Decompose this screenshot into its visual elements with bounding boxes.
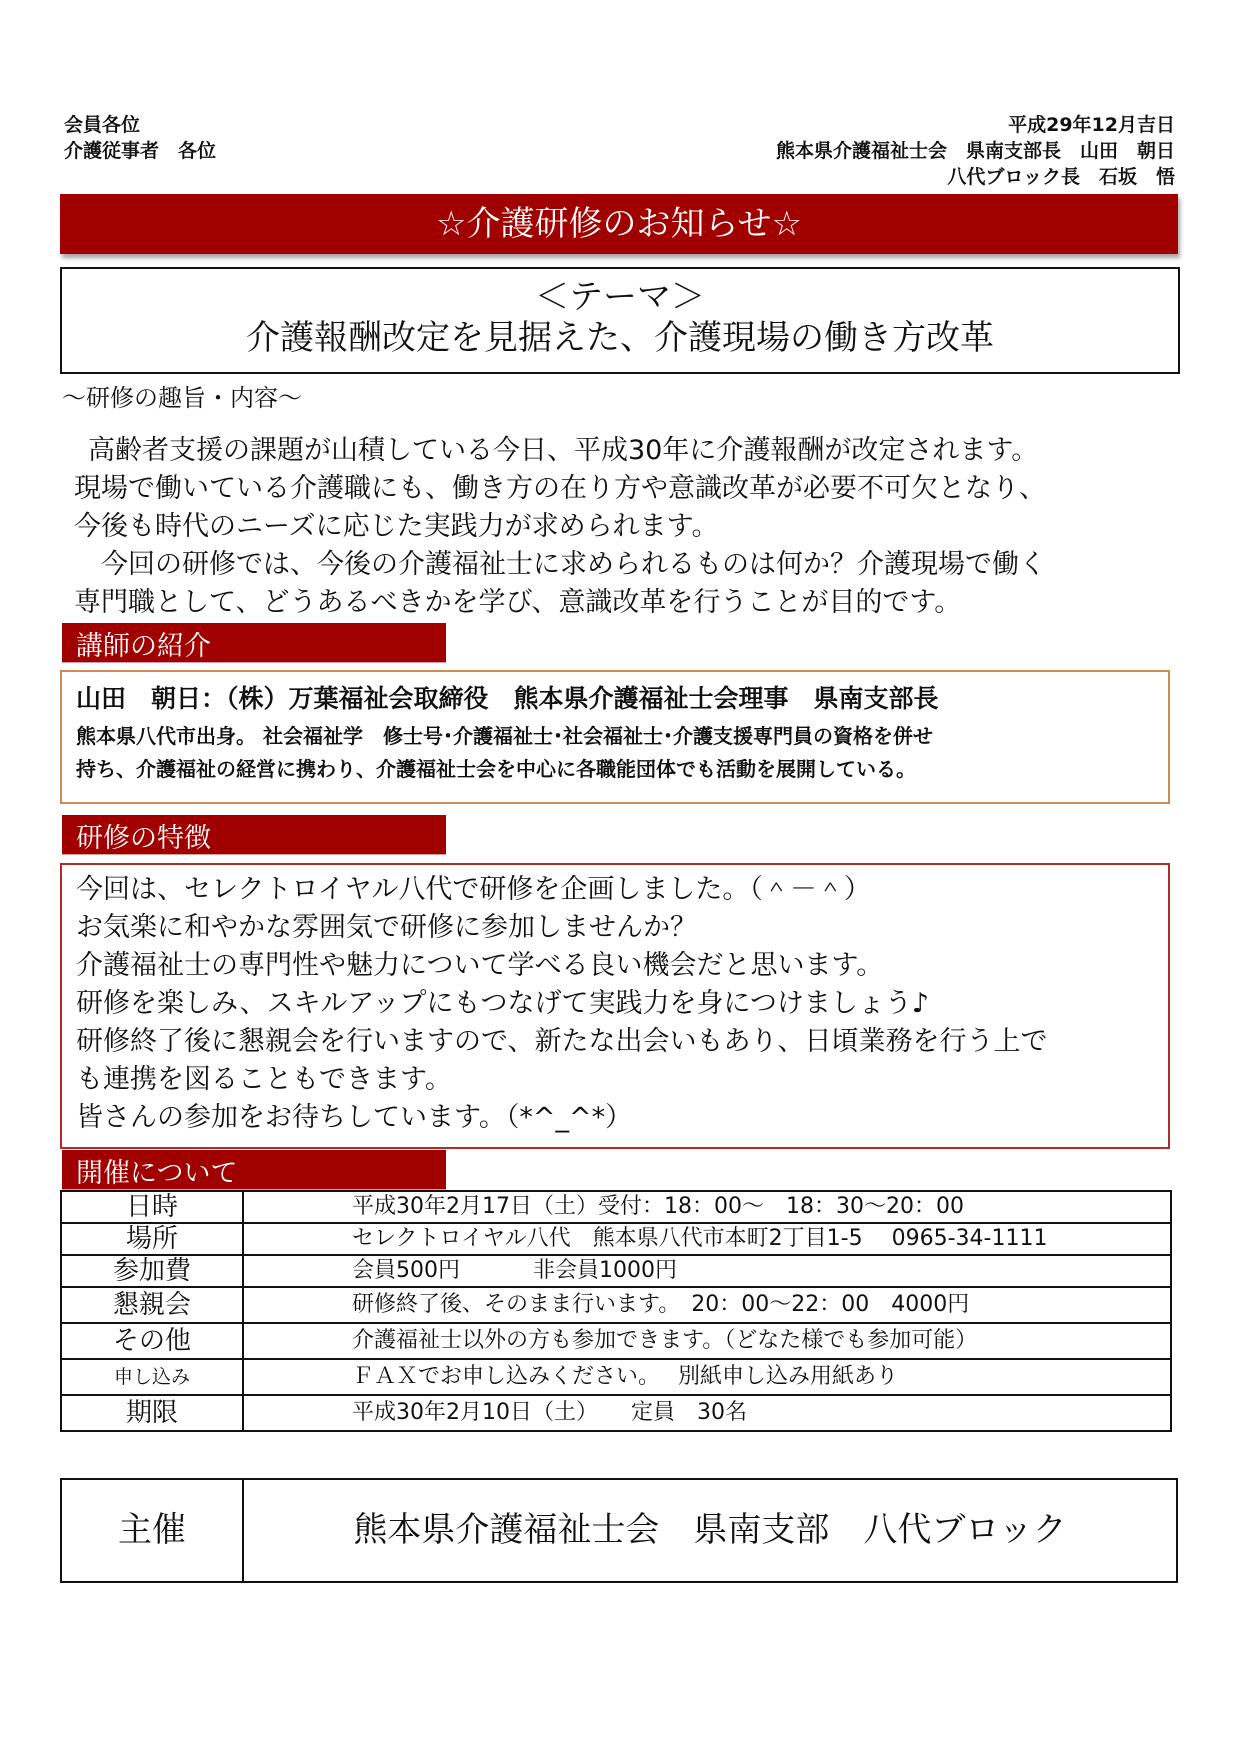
row-key: 期限 [61,1395,243,1431]
host-box [60,1478,1178,1583]
recipients [64,112,216,164]
feature-line: お気楽に和やかな雰囲気で研修に参加しませんか？ [76,912,697,943]
purpose-line: 高齢者支援の課題が山積している今日、平成30年に介護報酬が改定されます。 [88,435,1039,466]
host-label: 主催 [62,1480,244,1581]
bio-line: 持ち、介護福祉の経営に携わり、介護福祉士会を中心に各職能団体でも活動を展開している。 [76,757,916,781]
row-value: 介護福祉士以外の方も参加できます。（どなた様でも参加可能） [243,1323,1171,1359]
row-value: セレクトロイヤル八代 熊本県八代市本町2丁目1-5 0965-34-1111 [243,1223,1171,1255]
row-value: 平成30年2月10日（土） 定員 30名 [243,1395,1171,1431]
purpose-label: ～研修の趣旨・内容～ [62,384,302,412]
row-key: 懇親会 [61,1287,243,1323]
row-value: 平成30年2月17日（土）受付：18：00～ 18：30～20：00 [243,1191,1171,1223]
row-key: 参加費 [61,1255,243,1287]
lecturer-box [60,670,1170,804]
sender-line: 八代ブロック長 石坂 悟 [947,166,1175,188]
theme-label: ＜テーマ＞ [535,277,705,317]
section-heading-lecturer: 講師の紹介 [62,623,446,663]
event-details-table [60,1190,1172,1432]
feature-line: も連携を図ることもできます。 [76,1064,452,1095]
sender-block [776,112,1175,190]
purpose-line: 専門職として、どうあるべきかを学び、意識改革を行うことが目的です。 [74,587,962,618]
row-key: その他 [61,1323,243,1359]
table-row [61,1287,1171,1323]
recipient-line: 介護従事者 各位 [64,140,217,162]
purpose-line: 今後も時代のニーズに応じた実践力が求められます。 [74,511,719,542]
recipient-line: 会員各位 [64,114,141,136]
purpose-line: 今回の研修では、今後の介護福祉士に求められるものは何か？介護現場で働く [74,549,1046,580]
purpose-line: 現場で働いている介護職にも、働き方の在り方や意識改革が必要不可欠となり、 [74,473,1046,504]
section-heading-features: 研修の特徴 [62,815,446,855]
row-value: ＦＡＸでお申し込みください。 別紙申し込み用紙あり [243,1359,1171,1395]
theme-title: 介護報酬改定を見据えた、介護現場の働き方改革 [246,318,994,358]
row-key: 日時 [61,1191,243,1223]
table-row [61,1359,1171,1395]
row-value: 会員500円 非会員1000円 [243,1255,1171,1287]
table-row [61,1395,1171,1431]
feature-line: 皆さんの参加をお待ちしています。（*^_^*） [76,1102,633,1133]
lecturer-name: 山田 朝日：（株）万葉福祉会取締役 熊本県介護福祉士会理事 県南支部長 [76,684,939,713]
row-value: 研修終了後、そのまま行います。 20：00～22：00 4000円 [243,1287,1171,1323]
section-heading-event: 開催について [62,1150,446,1190]
feature-line: 介護福祉士の専門性や魅力について学べる良い機会だと思います。 [76,950,884,981]
features-box [60,863,1170,1149]
feature-line: 今回は、セレクトロイヤル八代で研修を企画しました。（＾－＾） [76,874,871,905]
issue-date: 平成29年12月吉日 [1008,114,1175,136]
title-banner: ☆介護研修のお知らせ☆ [60,194,1178,254]
feature-line: 研修終了後に懇親会を行いますので、新たな出会いもあり、日頃業務を行う上で [76,1026,1048,1057]
table-row [61,1223,1171,1255]
purpose-body [74,432,1184,622]
row-key: 申し込み [61,1359,243,1395]
host-organization: 熊本県介護福祉士会 県南支部 八代ブロック [353,1510,1067,1550]
table-row [61,1323,1171,1359]
sender-line: 熊本県介護福祉士会 県南支部長 山田 朝日 [775,140,1175,162]
theme-box [60,267,1180,374]
feature-line: 研修を楽しみ、スキルアップにもつなげて実践力を身につけましょう♪ [76,988,930,1019]
lecturer-bio [76,720,1154,786]
bio-line: 熊本県八代市出身。 社会福祉学 修士号･介護福祉士･社会福祉士･介護支援専門員の資格を併せ [76,724,933,748]
row-key: 場所 [61,1223,243,1255]
table-row [61,1191,1171,1223]
table-row [61,1255,1171,1287]
